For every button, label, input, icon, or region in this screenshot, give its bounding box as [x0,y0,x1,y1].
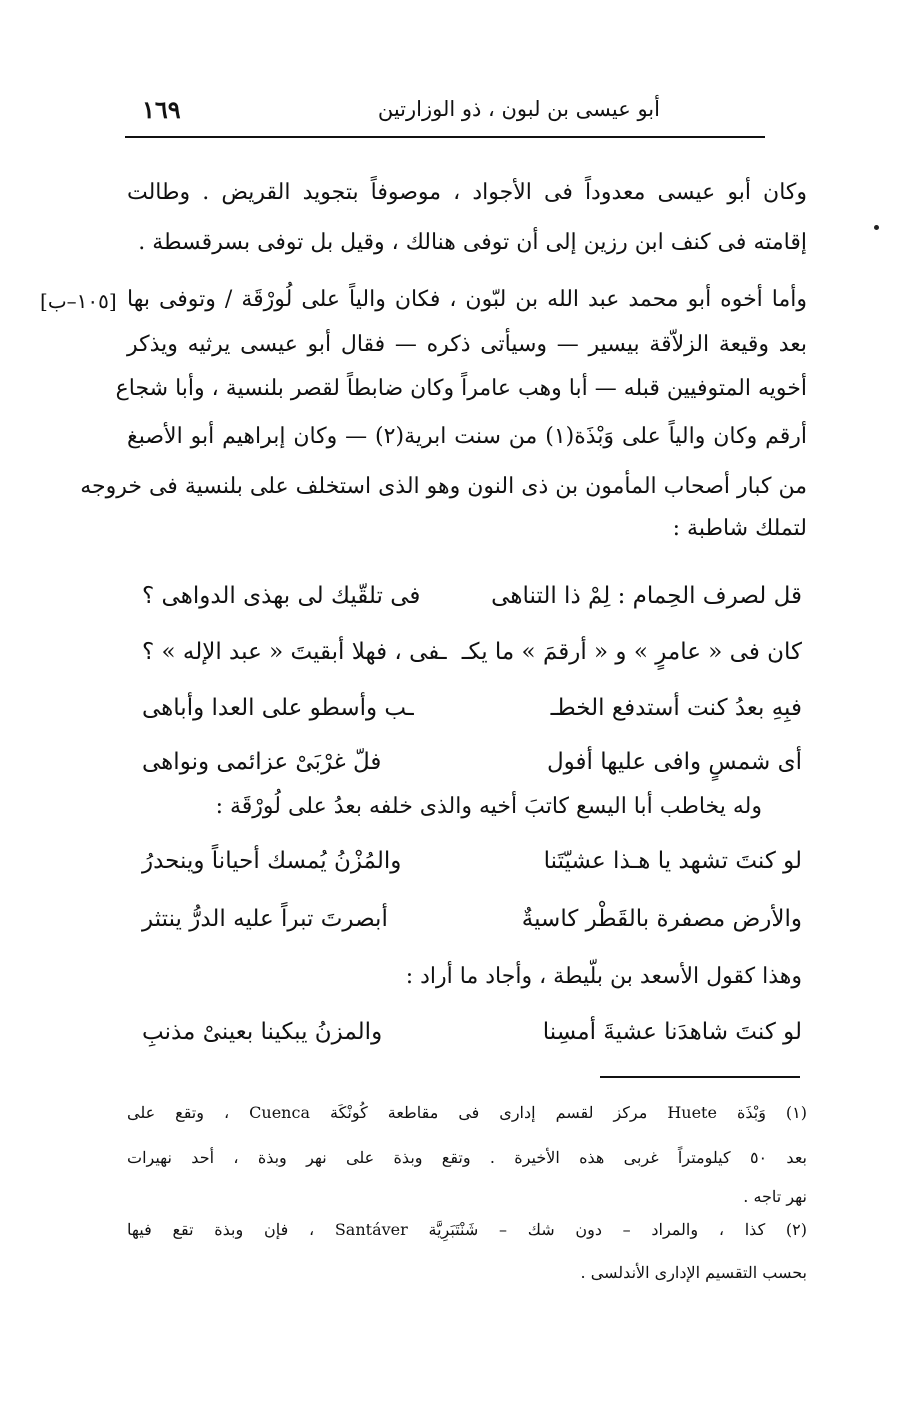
interlude-line: وهذا كقول الأسعد بن بلّيطة ، وأجاد ما أراد : [405,964,802,989]
prose-line: لتملك شاطبة : [672,516,807,541]
verse-second-hemistich: ـفى ، فهلا أبقيتَ « عبد الإله » ؟ [142,639,447,665]
footnote-rule [600,1076,800,1078]
prose-line: إقامته فى كنف ابن رزين إلى أن توفى هنالك ، وقيل بل توفى بسرقسطة . [138,230,807,255]
verse-line [142,1016,802,1048]
verse-first-hemistich: أى شمسٍ وافى عليها أفول [546,749,802,775]
verse-first-hemistich: لو كنتَ تشهد يا هـذا عشيّتَنا [543,848,802,874]
prose-line: من كبار أصحاب المأمون بن ذى النون وهو الذى استخلف على بلنسية فى خروجه [80,474,807,499]
page-header [120,95,770,135]
verse-line [142,746,802,778]
stray-mark [874,225,879,230]
footnote-line: بعد ٥٠ كيلومتراً غربى هذه الأخيرة . وتقع وبذة على نهر وبذة ، أحد نهيرات [127,1148,808,1167]
verse-line [142,903,802,935]
header-rule [125,136,765,138]
verse-first-hemistich: قل لصرف الحِمام : لِمْ ذا التناهى [491,583,802,609]
page-number: ١٦٩ [142,95,181,124]
running-title: أبو عيسى بن لبون ، ذو الوزارتين [377,97,660,121]
prose-line: أخويه المتوفيين قبله — أبا وهب عامراً وكان ضابطاً لقصر بلنسية ، وأبا شجاع [115,376,807,401]
prose-line: وكان أبو عيسى معدوداً فى الأجواد ، موصوفاً بتجويد القريض . وطالت [127,180,807,205]
verse-second-hemistich: والمُزْنُ يُمسك أحياناً وينحدرُ [142,848,402,874]
prose-line: بعد وقيعة الزلاّقة بيسير — وسيأتى ذكره — فقال أبو عيسى يرثيه ويذكر [127,332,807,357]
verse-second-hemistich: أبصرتَ تبراً عليه الدرُّ ينتثر [142,906,388,932]
footnote-line: نهر تاجه . [743,1187,807,1206]
verse-line [142,580,802,612]
footnote-line: بحسب التقسيم الإدارى الأندلسى . [580,1263,807,1282]
verse-line [142,636,802,668]
footnote-line: (١) وَبْذَة Huete مركز لقسم إدارى فى مقاطعة كُونْكَة Cuenca ، وتقع على [127,1103,808,1122]
verse-first-hemistich: فبِهِ بعدُ كنت أستدفع الخطـ [550,695,802,721]
footnote-line: (٢) كذا ، والمراد – دون شك – شَنْتَبَرِيَّة Santáver ، فإن وبذة تقع فيها [127,1220,807,1239]
manuscript-folio-note: [١٠٥–ب] [40,289,117,313]
verse-first-hemistich: لو كنتَ شاهدَنا عشيةَ أمسِنا [542,1019,802,1045]
verse-first-hemistich: والأرض مصفرة بالقَطْر كاسيةٌ [521,906,802,932]
verse-line [142,845,802,877]
prose-line: وأما أخوه أبو محمد عبد الله بن لبّون ، فكان والياً على لُورْقَة / وتوفى بها [127,287,807,312]
verse-second-hemistich: والمزنُ يبكينا بعينىْ مذنبِ [142,1019,383,1045]
verse-line [142,692,802,724]
verse-first-hemistich: كان فى « عامرٍ » و « أرقمَ » ما يكـ [461,639,802,665]
verse-second-hemistich: ـب وأسطو على العدا وأباهى [142,695,414,721]
verse-second-hemistich: فلّ غرْبَىْ عزائمى ونواهى [142,749,382,775]
prose-line: أرقم وكان والياً على وَبْذَة(١) من سنت ابرية(٢) — وكان إبراهيم أبو الأصبغ [127,424,807,449]
interlude-line: وله يخاطب أبا اليسع كاتبَ أخيه والذى خلفه بعدُ على لُورْقَة : [215,794,762,819]
verse-second-hemistich: فى تلقّيك لى بهذى الدواهى ؟ [142,583,421,609]
